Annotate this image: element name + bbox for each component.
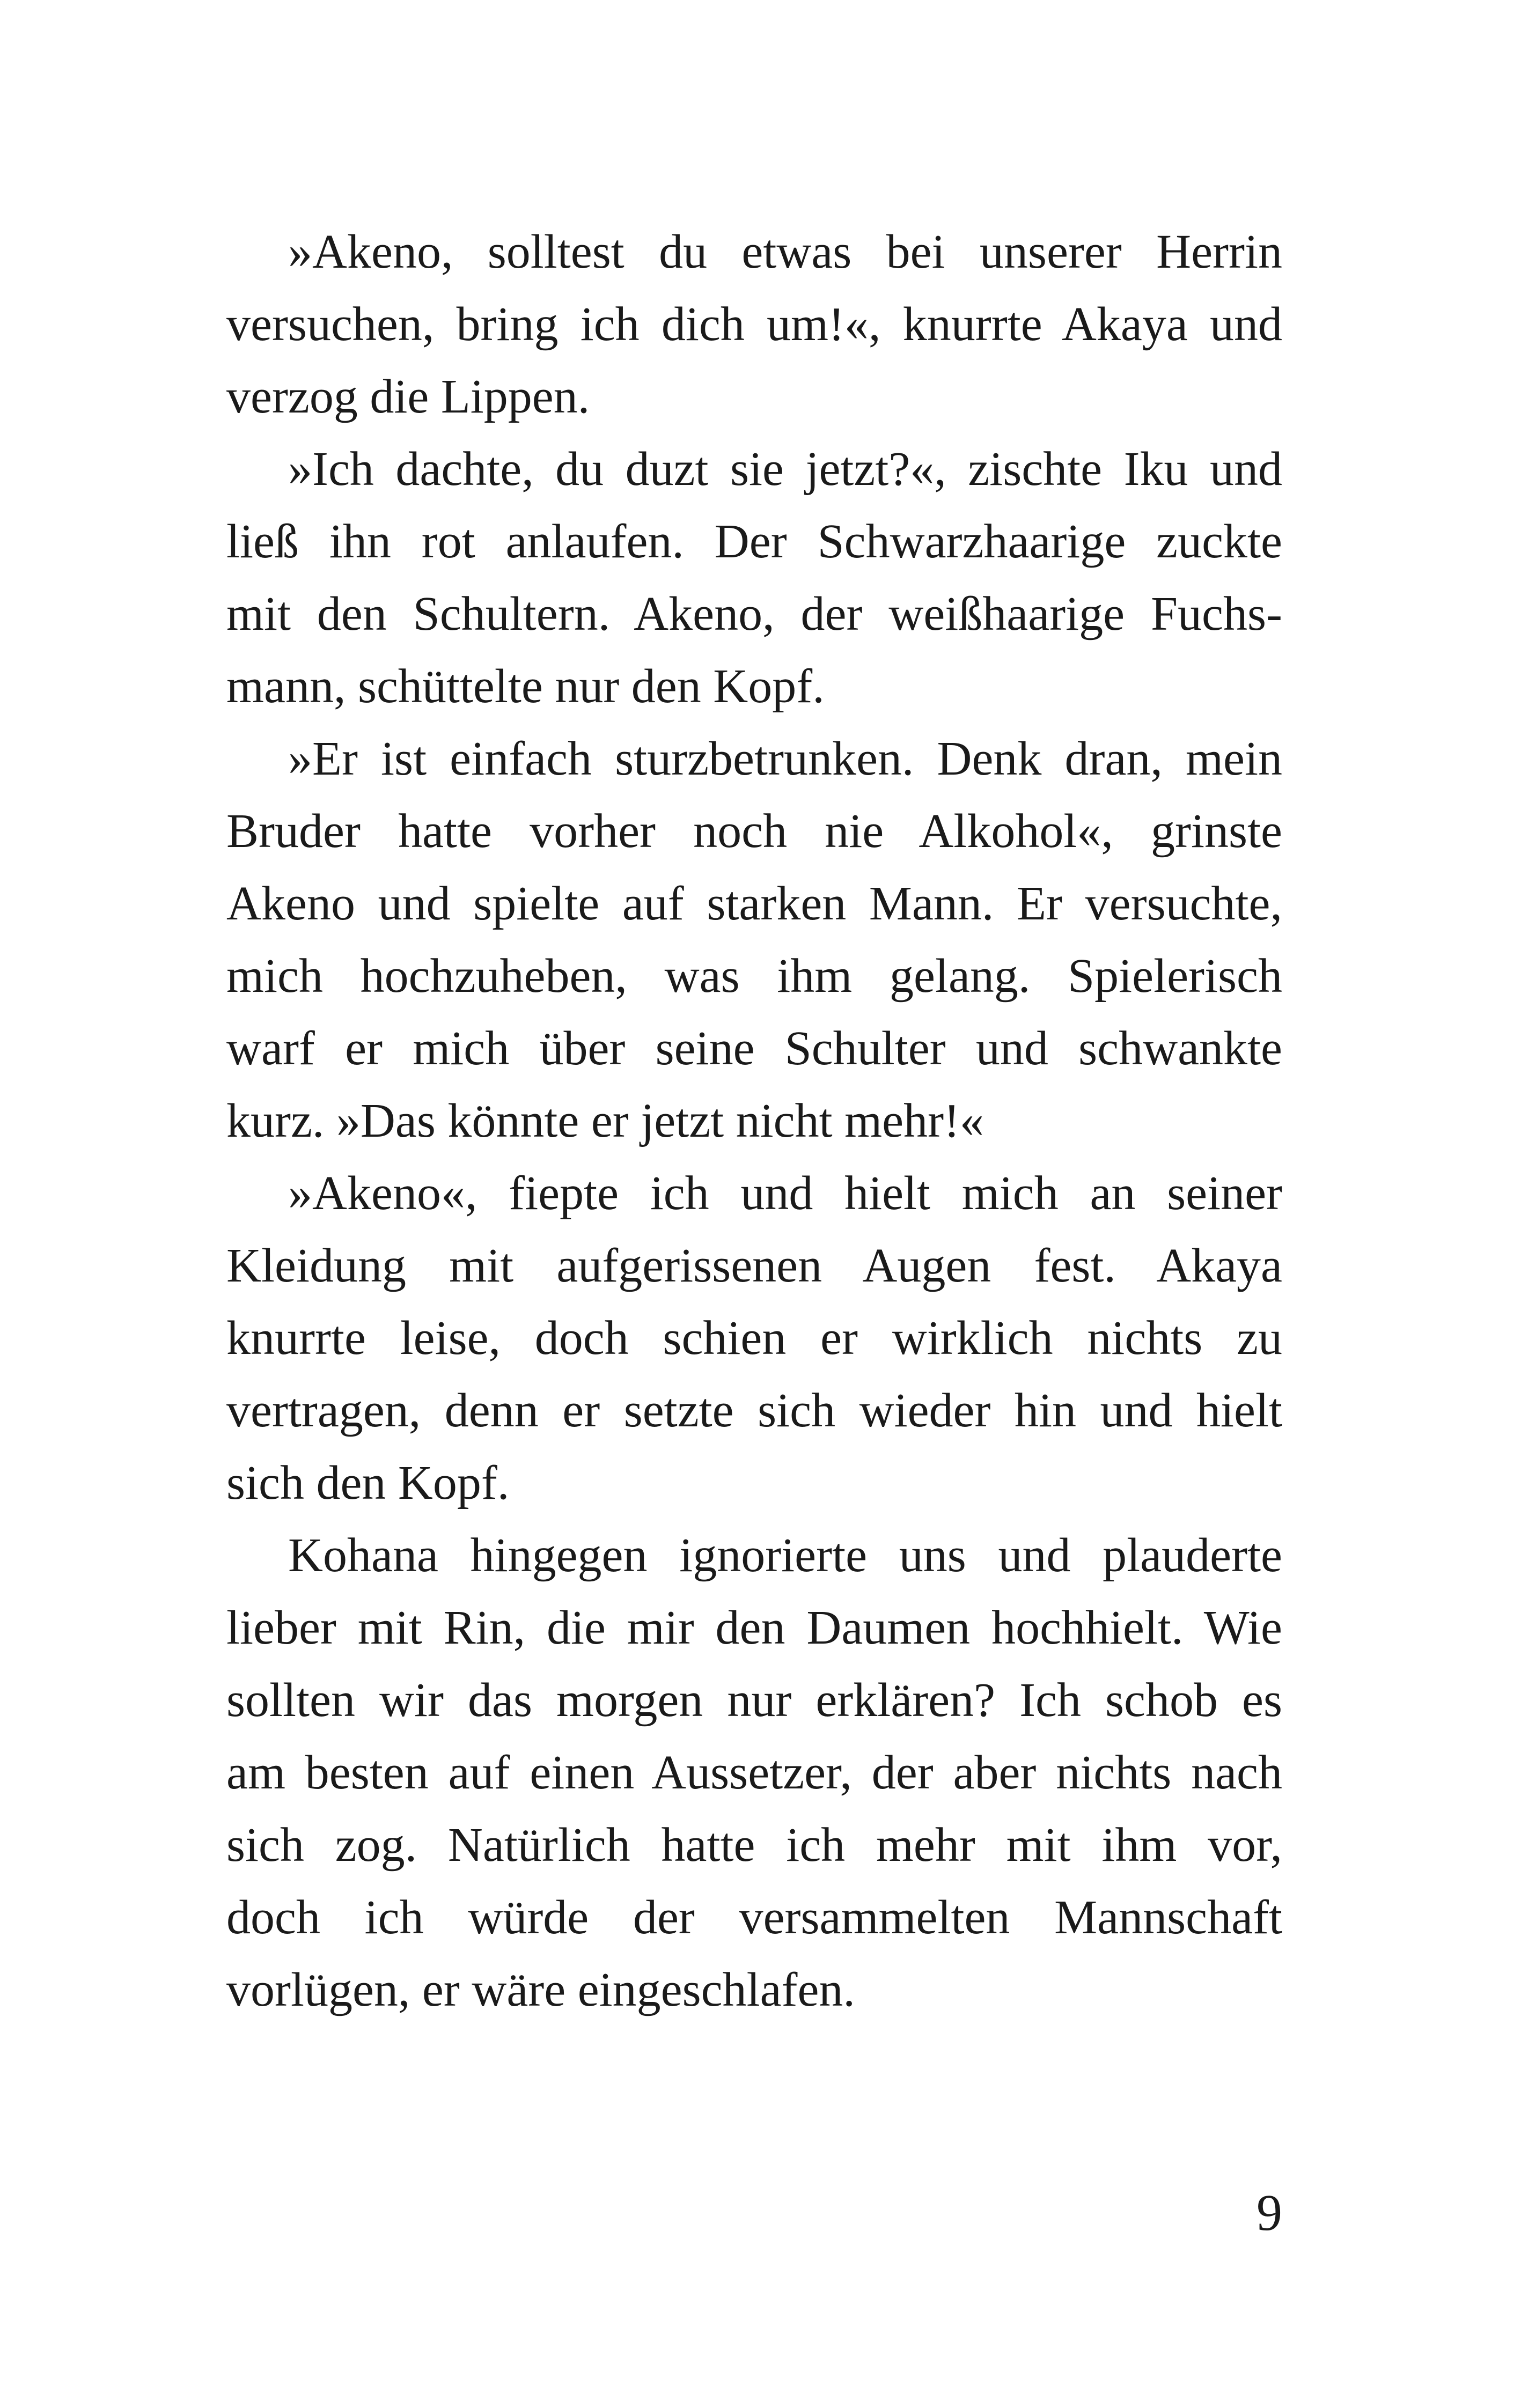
text-line: sich zog. Natürlich hatte ich mehr mit ihm vor, xyxy=(226,1818,1282,1872)
text-line: Akeno und spielte auf starken Mann. Er versuchte, xyxy=(226,877,1282,930)
paragraph xyxy=(226,433,1282,723)
text-line: »Ich dachte, du duzt sie jetzt?«, zischte Iku und xyxy=(288,443,1282,496)
text-line: »Akeno«, fiepte ich und hielt mich an seiner xyxy=(288,1167,1282,1220)
text-line: vertragen, denn er setzte sich wieder hin und hielt xyxy=(226,1384,1282,1437)
text-line: sich den Kopf. xyxy=(226,1456,510,1509)
text-line: verzog die Lippen. xyxy=(226,370,590,423)
text-line: sollten wir das morgen nur erklären? Ich schob es xyxy=(226,1674,1282,1727)
text-line: lieber mit Rin, die mir den Daumen hochhielt. Wie xyxy=(226,1601,1282,1654)
text-line: kurz. »Das könnte er jetzt nicht mehr!« xyxy=(226,1094,984,1147)
text-line: Kleidung mit aufgerissenen Augen fest. Akaya xyxy=(226,1239,1282,1292)
text-line: versuchen, bring ich dich um!«, knurrte Akaya und xyxy=(226,298,1282,351)
paragraph xyxy=(226,1519,1282,2026)
text-line: warf er mich über seine Schulter und schwankte xyxy=(226,1022,1282,1075)
text-line: Bruder hatte vorher noch nie Alkohol«, grinste xyxy=(226,805,1282,858)
page-number: 9 xyxy=(1257,2184,1282,2241)
body-text xyxy=(226,216,1282,2026)
paragraph xyxy=(226,216,1282,433)
text-line: »Akeno, solltest du etwas bei unserer Herrin xyxy=(288,225,1282,278)
text-line: Kohana hingegen ignorierte uns und plauderte xyxy=(288,1529,1282,1582)
paragraph xyxy=(226,723,1282,1157)
text-line: mit den Schultern. Akeno, der weißhaarige Fuchs- xyxy=(226,587,1282,640)
text-line: ließ ihn rot anlaufen. Der Schwarzhaarige zuckte xyxy=(226,515,1282,568)
text-line: knurrte leise, doch schien er wirklich nichts zu xyxy=(226,1312,1282,1365)
text-line: mann, schüttelte nur den Kopf. xyxy=(226,660,825,713)
text-line: doch ich würde der versammelten Mannschaft xyxy=(226,1891,1282,1944)
text-line: am besten auf einen Aussetzer, der aber nichts nach xyxy=(226,1746,1282,1799)
text-line: vorlügen, er wäre eingeschlafen. xyxy=(226,1963,855,2016)
text-line: »Er ist einfach sturzbetrunken. Denk dran, mein xyxy=(288,732,1282,785)
text-line: mich hochzuheben, was ihm gelang. Spielerisch xyxy=(226,949,1282,1003)
paragraph xyxy=(226,1157,1282,1519)
